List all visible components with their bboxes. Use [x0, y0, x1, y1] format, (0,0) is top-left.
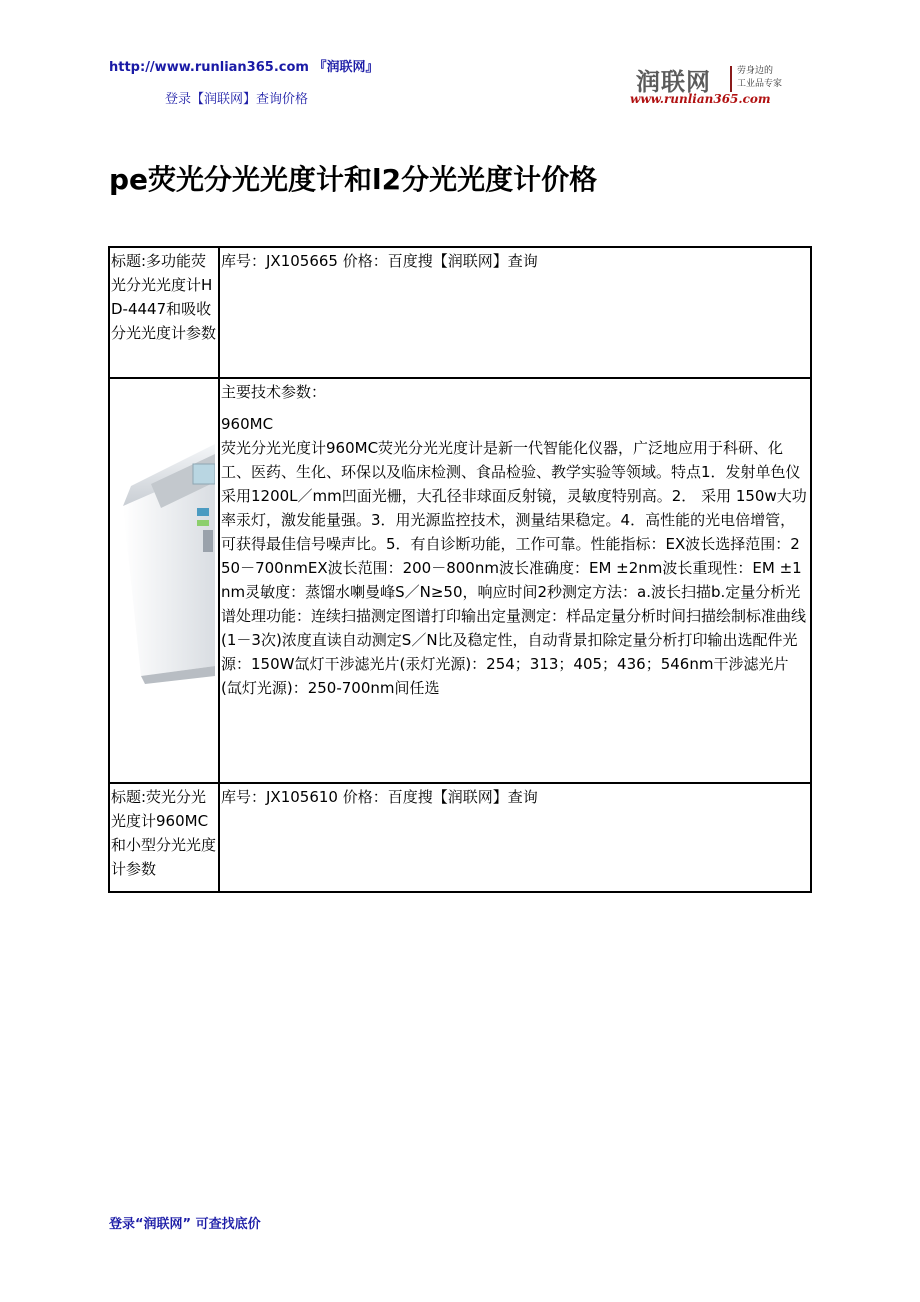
- product-table: [108, 246, 812, 893]
- logo-slogan-line-1: 劳身边的: [737, 66, 774, 76]
- specs-body: 荧光分光光度计960MC荧光分光光度计是新一代智能化仪器，广泛地应用于科研、化工、医药、生化、环保以及临床检测、食品检验、教学实验等领域。特点1．发射单色仪采用1200L／mm凹面光栅，大孔径非球面反射镜，灵敏度特别高。2． 采用 150w大功率汞灯，激发能量强。3．用光源监控技术，测量结果稳定。4．高性能的光电倍增管，可获得最佳信号噪声比。5．有自诊断功能，工作可靠。性能指标：EX波长选择范围：250－700nmEX波长范围：200－800nm波长准确度：EM ±2nm波长重现性：EM ±1nm灵敏度：蒸馏水喇曼峰S／N≥50，响应时间2秒测定方法：a.波长扫描b.定量分析光谱处理功能：连续扫描测定图谱打印输出定量测定：样品定量分析时间扫描绘制标准曲线(1－3次)浓度直读自动测定S／N比及稳定性，自动背景扣除定量分析打印输出选配件光源：150W氙灯干涉滤光片(汞灯光源)：254；313；405；436；546nm干涉滤光片(氙灯光源)：250-700nm间任选: [221, 439, 807, 697]
- table-row: [109, 378, 811, 783]
- row2-image-cell: [109, 378, 219, 783]
- logo-divider: [730, 66, 732, 92]
- logo-slogan-line-2: 工业品专家: [737, 79, 783, 89]
- row2-specs: [219, 378, 811, 783]
- row3-info: 库号：JX105610 价格：百度搜【润联网】查询: [219, 783, 811, 892]
- table-row: [109, 783, 811, 892]
- logo-brand: 润联网: [636, 67, 711, 96]
- table-row: [109, 247, 811, 378]
- row1-info: 库号：JX105665 价格：百度搜【润联网】查询: [219, 247, 811, 378]
- specs-model: 960MC: [221, 415, 274, 433]
- footer-login-link[interactable]: 登录“润联网” 可查找底价: [109, 1217, 261, 1232]
- specs-heading: 主要技术参数：: [221, 383, 327, 401]
- specs-spacer: [221, 404, 809, 412]
- page-title: pe荧光分光光度计和l2分光光度计价格: [109, 163, 598, 196]
- logo-slogan: [737, 65, 782, 91]
- spectrophotometer-icon: [111, 426, 215, 726]
- logo-site: www.runlian365.com: [630, 92, 771, 106]
- header-login-link[interactable]: 登录【润联网】查询价格: [165, 92, 309, 107]
- row3-label: 标题:荧光分光光度计960MC和小型分光光度计参数: [109, 783, 219, 892]
- header-url[interactable]: http://www.runlian365.com 『润联网』: [109, 60, 379, 75]
- runlian-logo: [630, 60, 805, 112]
- row1-label: 标题:多功能荧光分光光度计HD-4447和吸收分光光度计参数: [109, 247, 219, 378]
- spectrophotometer-image: [111, 426, 215, 726]
